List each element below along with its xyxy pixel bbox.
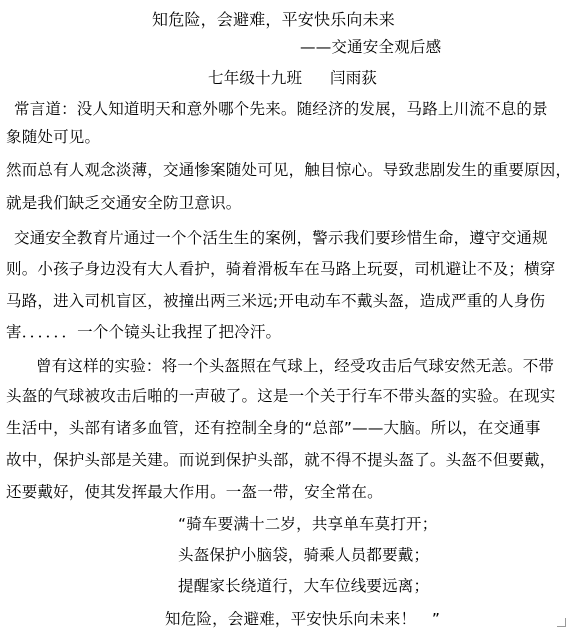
verse-line-4: 知危险，会避难，平安快乐向未来！ ”: [165, 610, 441, 628]
author-name: 闫雨荻: [330, 69, 378, 87]
verse-line-2: 头盔保护小脑袋，骑乘人员都要戴；: [178, 546, 430, 564]
verse-line-3: 提醒家长绕道行，大车位线要远离；: [178, 577, 430, 595]
paragraph-3-line-4: 害．．．．．．一个个镜头让我捏了把冷汗。: [6, 323, 282, 341]
paragraph-1-line-2: 象随处可见。: [6, 128, 101, 146]
paragraph-2-line-2: 就是我们缺乏交通安全防卫意识。: [6, 194, 242, 212]
document-subtitle: ——交通安全观后感: [300, 38, 442, 56]
paragraph-4-line-1: 曾有这样的实验：将一个头盔照在气球上，经受攻击后气球安然无恙。不带: [36, 357, 555, 375]
paragraph-4-line-5: 还要戴好，使其发挥最大作用。一盔一带，安全常在。: [6, 483, 383, 501]
paragraph-4-line-3: 生活中，头部有诸多血管，还有控制全身的“总部”——大脑。所以，在交通事: [6, 419, 541, 437]
document-title: 知危险，会避难，平安快乐向未来: [152, 10, 396, 29]
verse-line-1: “骑车要满十二岁，共享单车莫打开；: [178, 515, 438, 533]
paragraph-4-line-2: 头盔的气球被攻击后啪的一声破了。这是一个关于行车不带头盔的实验。在现实: [6, 387, 556, 405]
paragraph-3-line-2: 则。小孩子身边没有大人看护，骑着滑板车在马路上玩耍，司机避让不及；横穿: [6, 260, 556, 278]
paragraph-3-line-3: 马路，进入司机盲区，被撞出两三米远;开电动车不戴头盔，造成严重的人身伤: [6, 292, 546, 310]
paragraph-2-line-1: 然而总有人观念淡薄，交通惨案随处可见，触目惊心。导致悲剧发生的重要原因，: [6, 161, 572, 179]
page-corner-mark: [557, 618, 566, 627]
paragraph-3-line-1: 交通安全教育片通过一个个活生生的案例，警示我们要珍惜生命，遵守交通规: [14, 229, 548, 247]
paragraph-1-line-1: 常言道：没人知道明天和意外哪个先来。随经济的发展，马路上川流不息的景: [14, 100, 548, 118]
author-class: 七年级十九班: [208, 69, 303, 87]
paragraph-4-line-4: 故中，保护头部是关建。而说到保护头部，就不得不提头盔了。头盔不但要戴，: [6, 451, 556, 469]
